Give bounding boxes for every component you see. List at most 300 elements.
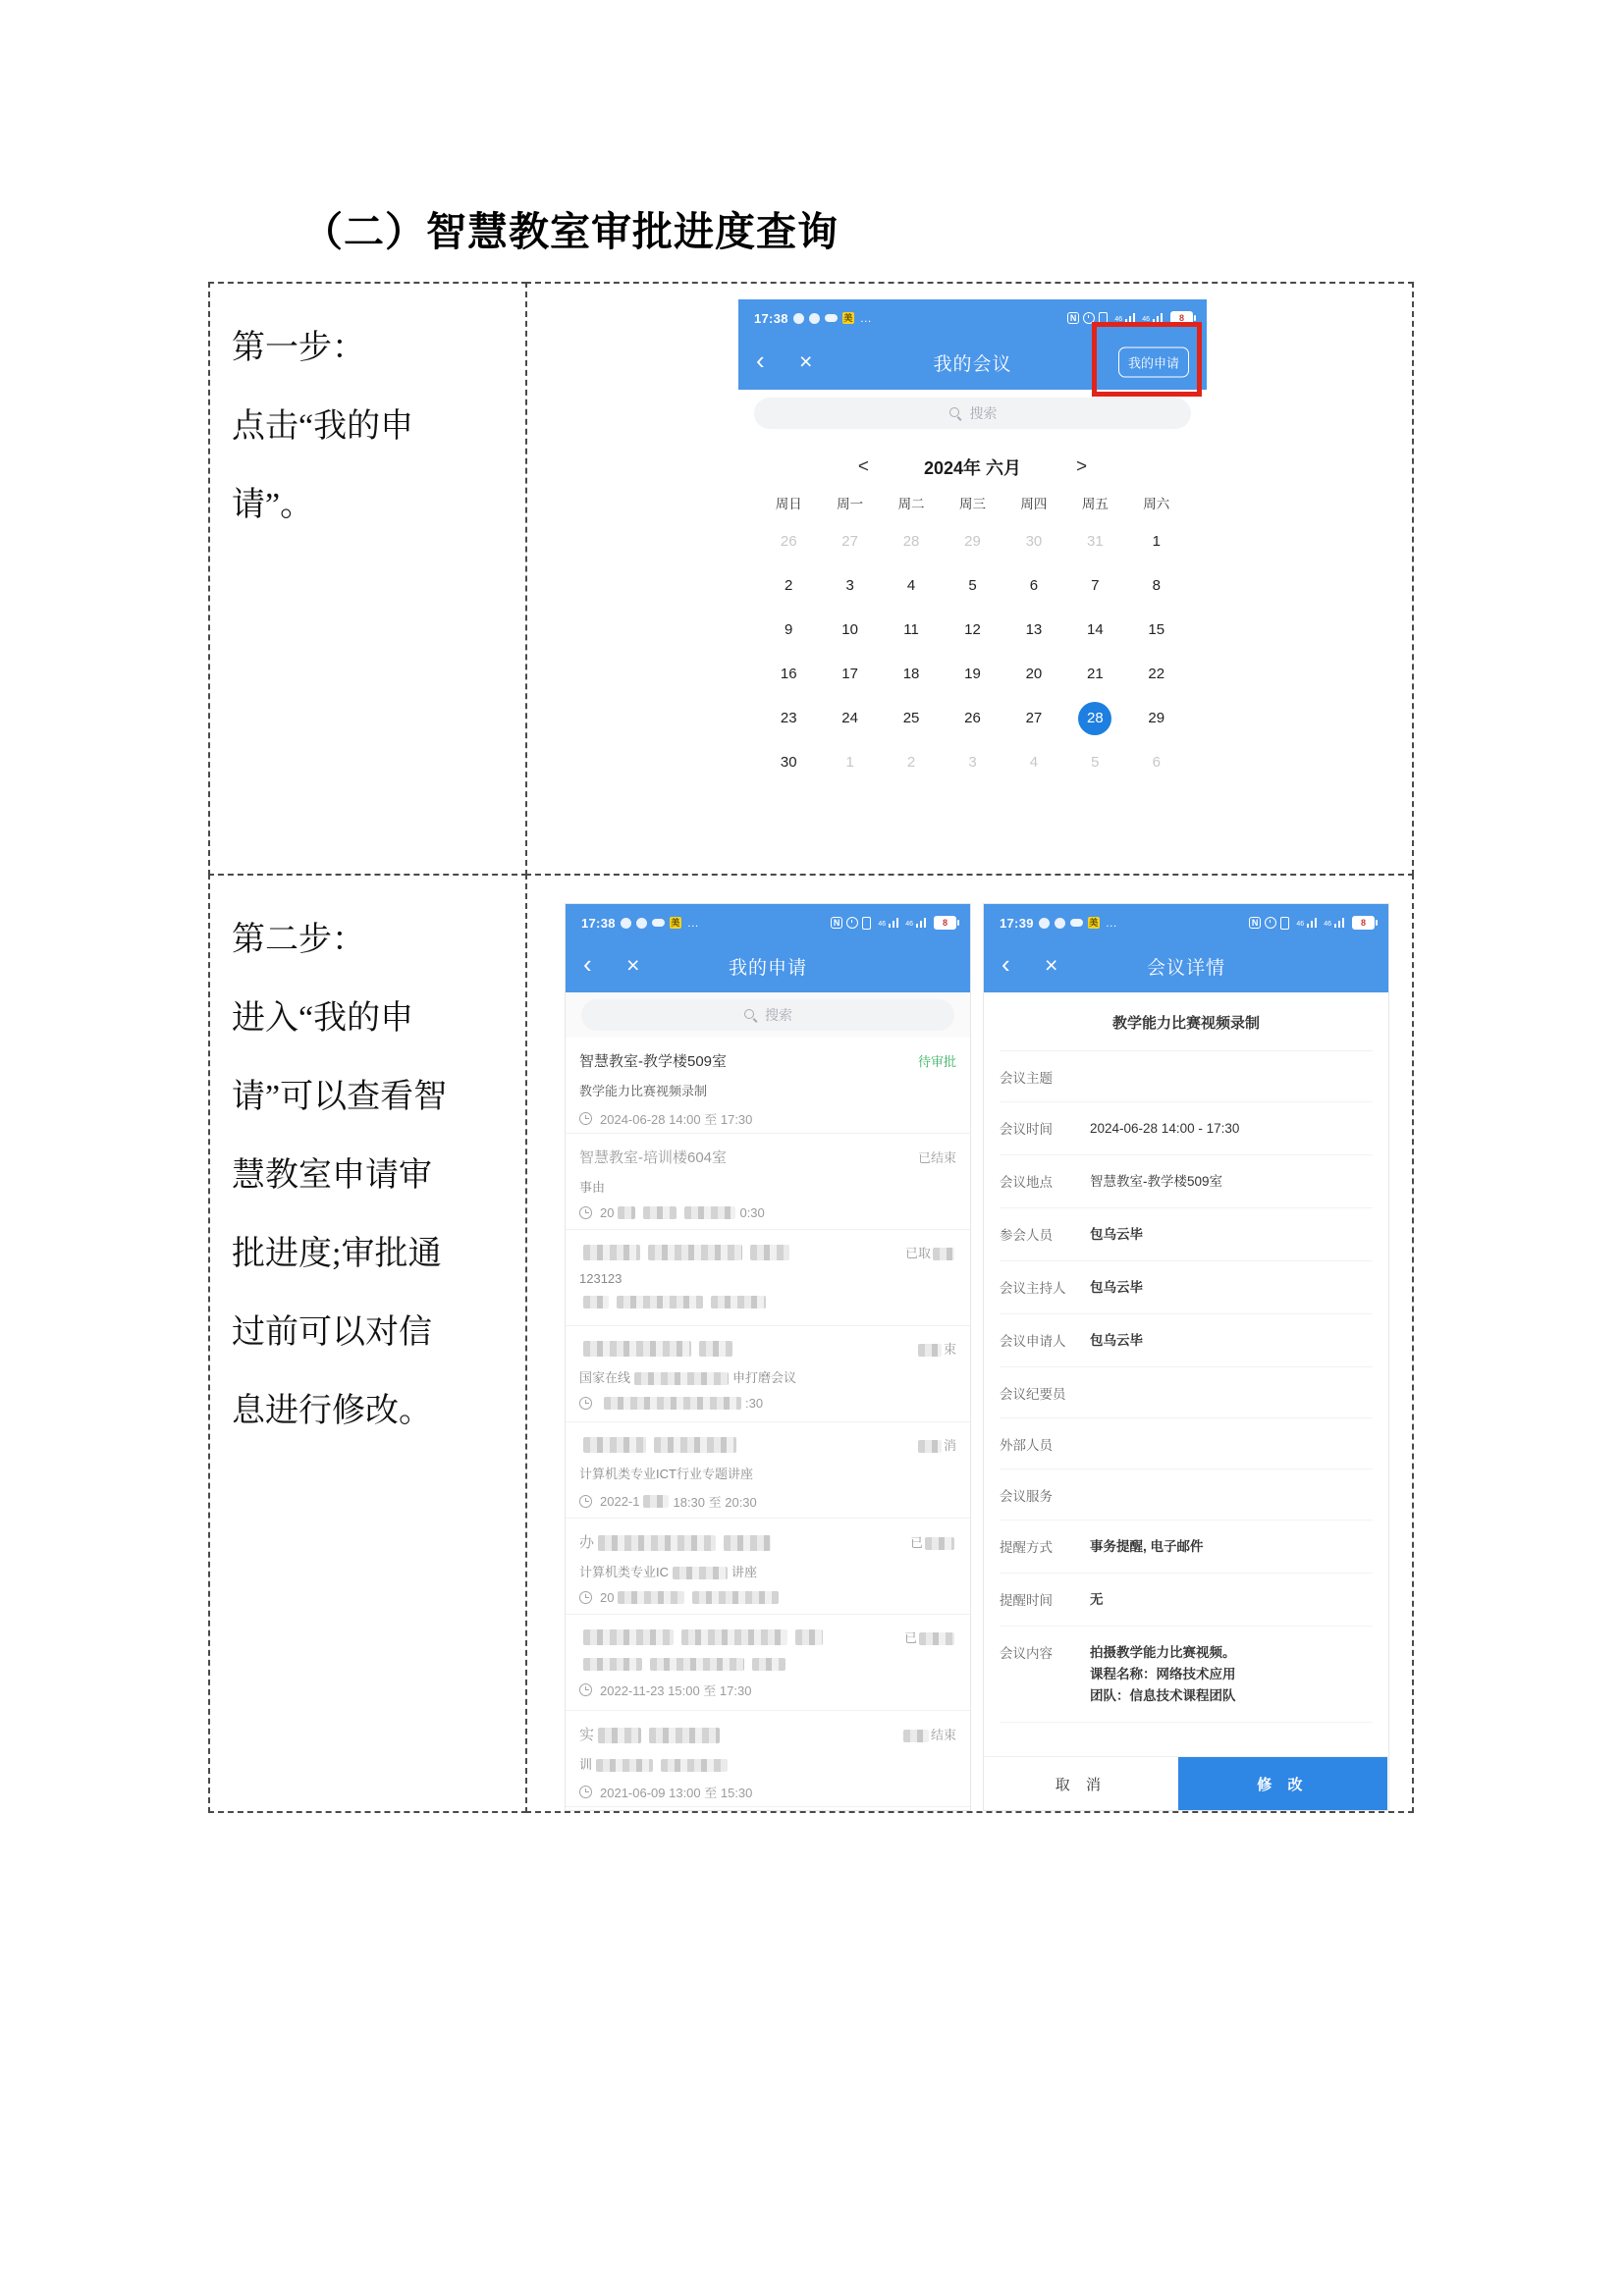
calendar-day[interactable]: 29 <box>964 532 981 550</box>
redacted-blur <box>649 1728 720 1743</box>
battery-icon <box>1352 916 1375 930</box>
field-label: 外部人员 <box>1000 1438 1053 1453</box>
text-segment: 束 <box>943 1342 956 1357</box>
text-segment: 办 <box>579 1534 595 1551</box>
item-subtitle <box>579 1271 956 1286</box>
search-pill[interactable] <box>581 999 954 1031</box>
calendar-day[interactable]: 30 <box>780 753 797 771</box>
text-segment: 计算机类专业ICT行业专题讲座 <box>579 1467 753 1481</box>
text-segment: 事由 <box>579 1180 606 1195</box>
app-icon-mei: 美 <box>843 313 853 323</box>
step-text-line: 慧教室申请审 <box>232 1157 432 1194</box>
redacted-blur <box>711 1296 766 1308</box>
item-status-badge <box>905 1243 956 1261</box>
text-segment: 已 <box>903 1630 917 1645</box>
item-time <box>579 1492 956 1511</box>
alarm-icon <box>846 917 858 929</box>
redacted-blur <box>583 1341 691 1357</box>
redacted-blur <box>692 1591 779 1604</box>
field-value-line: 事务提醒, 电子邮件 <box>1090 1539 1204 1554</box>
field-label: 提醒方式 <box>1000 1540 1053 1555</box>
signal-4g-icon: 46 <box>905 918 926 928</box>
redacted-blur <box>918 1440 942 1453</box>
field-value <box>1090 1224 1143 1246</box>
field-value <box>1090 1589 1104 1611</box>
weekday-label: 周二 <box>897 497 925 511</box>
field-label: 会议服务 <box>1000 1489 1053 1504</box>
nav-title: 我的会议 <box>933 353 1012 375</box>
field-label: 会议地点 <box>1000 1175 1053 1190</box>
app-icon <box>1039 918 1050 929</box>
search-placeholder: 搜索 <box>765 1007 792 1023</box>
step1-text <box>210 284 525 545</box>
weekday-label: 周五 <box>1081 497 1109 511</box>
close-icon[interactable]: × <box>1045 952 1058 979</box>
text-segment: 实 <box>579 1727 595 1743</box>
phone-screenshot-meeting-detail <box>983 903 1389 1811</box>
text-segment: 18:30 至 20:30 <box>673 1495 757 1510</box>
nav-title: 我的申请 <box>728 957 807 979</box>
calendar-day[interactable]: 12 <box>964 620 981 638</box>
calendar-day[interactable]: 31 <box>1087 532 1104 550</box>
field-value <box>1090 1330 1143 1352</box>
item-status-badge <box>904 1628 956 1646</box>
text-segment: 已 <box>909 1535 923 1550</box>
item-time <box>579 1783 956 1801</box>
redacted-blur <box>596 1759 653 1772</box>
calendar-weekday-row <box>758 486 1187 519</box>
calendar-day-selected[interactable]: 28 <box>1078 702 1111 735</box>
battery-level: 8 <box>1360 917 1366 928</box>
status-bar-right <box>1249 916 1375 930</box>
step-text-line: 请”可以查看智 <box>232 1079 448 1115</box>
redacted-blur <box>643 1206 677 1219</box>
signal-4g-icon: 46 <box>878 918 898 928</box>
calendar-day[interactable]: 16 <box>780 665 797 682</box>
field-value-line: 拍摄教学能力比赛视频。 <box>1090 1645 1236 1660</box>
redacted-blur <box>933 1248 954 1260</box>
item-title-row <box>579 1435 956 1454</box>
item-time <box>579 1681 956 1699</box>
signal-4g-icon: 46 <box>1296 918 1317 928</box>
item-title <box>579 1724 724 1744</box>
signal-4g-icon: 46 <box>1324 918 1344 928</box>
search-pill[interactable] <box>754 398 1191 429</box>
search-bar[interactable] <box>738 390 1207 437</box>
meeting-detail-heading: 教学能力比赛视频录制 <box>1000 992 1373 1051</box>
status-time: 17:38 <box>581 915 616 931</box>
redacted-blur <box>634 1372 729 1385</box>
application-list-item[interactable] <box>566 1326 970 1422</box>
phone-screenshot-my-meetings <box>738 299 1207 776</box>
field-value <box>1090 1536 1204 1558</box>
weekday-label: 周三 <box>958 497 986 511</box>
redacted-blur <box>795 1629 823 1645</box>
text-segment: 已结束 <box>917 1150 956 1165</box>
phone-screenshot-my-applications <box>565 903 971 1811</box>
step-text-line: 息进行修改。 <box>232 1393 432 1429</box>
search-icon <box>743 1008 758 1023</box>
app-icon-mei: 美 <box>1089 918 1099 928</box>
redacted-blur <box>699 1341 732 1357</box>
search-icon <box>948 406 963 421</box>
clock-icon <box>579 1397 592 1410</box>
item-time <box>579 1205 956 1220</box>
next-month-button[interactable]: > <box>1076 456 1088 477</box>
app-icon-mei: 美 <box>671 918 680 928</box>
field-label: 会议内容 <box>1000 1646 1053 1661</box>
field-value-line: 包乌云毕 <box>1090 1280 1143 1295</box>
redacted-blur <box>618 1206 635 1219</box>
detail-field-row <box>1000 1208 1373 1261</box>
text-segment: 2024-06-28 14:00 至 17:30 <box>600 1112 753 1127</box>
text-segment: 国家在线 <box>579 1370 631 1385</box>
field-value <box>1090 1118 1239 1140</box>
status-bar <box>566 904 970 939</box>
redacted-blur <box>618 1591 684 1604</box>
status-time: 17:38 <box>754 310 788 326</box>
my-applications-button[interactable]: 我的申请 <box>1118 347 1189 378</box>
field-label: 会议申请人 <box>1000 1334 1066 1349</box>
field-value-line: 无 <box>1090 1592 1104 1607</box>
battery-level: 8 <box>1178 312 1184 323</box>
vibrate-icon <box>862 917 871 930</box>
calendar-day[interactable]: 28 <box>902 532 920 550</box>
more-icon: … <box>859 311 873 325</box>
item-title <box>579 1147 727 1167</box>
text-segment: :30 <box>745 1396 764 1411</box>
clock-icon <box>579 1495 592 1508</box>
weekday-label: 周一 <box>837 497 864 511</box>
calendar-day[interactable]: 11 <box>903 620 919 638</box>
nav-title: 会议详情 <box>1146 957 1225 979</box>
nfc-icon: N <box>1067 312 1080 324</box>
item-subtitle <box>579 1754 956 1773</box>
meeting-detail-fields <box>984 1051 1388 1723</box>
status-bar-right <box>831 916 956 930</box>
text-segment: 计算机类专业IC <box>579 1565 670 1579</box>
calendar-day[interactable]: 24 <box>841 709 858 726</box>
field-value-line: 课程名称：网络技术应用 <box>1090 1667 1236 1682</box>
redacted-blur <box>643 1495 669 1508</box>
text-segment: 智慧教室-培训楼604室 <box>579 1149 728 1166</box>
search-bar[interactable] <box>566 992 970 1038</box>
item-title <box>579 1340 736 1357</box>
item-status-badge <box>916 1435 956 1454</box>
item-title <box>579 1629 827 1645</box>
step-text-line: 进入“我的申 <box>232 1000 414 1037</box>
application-list-item[interactable] <box>566 1422 970 1519</box>
item-subtitle <box>579 1562 956 1580</box>
item-time <box>579 1109 956 1128</box>
more-icon: … <box>686 916 700 930</box>
calendar-day[interactable]: 5 <box>1091 753 1100 771</box>
item-title <box>579 1531 775 1552</box>
field-value <box>1090 1642 1236 1707</box>
text-segment: 123123 <box>579 1271 623 1286</box>
back-icon[interactable]: ‹ <box>756 345 765 375</box>
redacted-blur <box>673 1567 728 1579</box>
item-title <box>579 1436 740 1453</box>
status-bar-left <box>754 311 873 326</box>
detail-field-row <box>1000 1155 1373 1208</box>
redacted-blur <box>617 1296 703 1308</box>
item-title <box>579 1050 727 1071</box>
app-icon <box>809 313 820 324</box>
status-time: 17:39 <box>1000 915 1034 931</box>
redacted-blur <box>918 1344 942 1357</box>
item-title-row <box>579 1050 956 1071</box>
redacted-blur <box>648 1245 742 1260</box>
calendar-day[interactable]: 13 <box>1025 620 1043 638</box>
calendar-day[interactable]: 8 <box>1152 576 1161 594</box>
step-text-line: 第二步： <box>232 922 365 958</box>
calendar-day[interactable]: 6 <box>1152 753 1161 771</box>
signal-4g-icon: 46 <box>1114 313 1135 323</box>
battery-level: 8 <box>942 917 947 928</box>
calendar-day[interactable]: 27 <box>841 532 858 550</box>
redacted-blur <box>583 1245 640 1260</box>
text-segment: 训 <box>579 1757 593 1772</box>
application-list-item[interactable] <box>566 1711 970 1807</box>
prev-month-button[interactable]: < <box>857 456 869 477</box>
calendar-day[interactable]: 4 <box>1029 753 1039 771</box>
application-list-item[interactable] <box>566 1519 970 1615</box>
redacted-blur <box>583 1296 609 1308</box>
calendar-day[interactable]: 21 <box>1087 665 1104 682</box>
item-subtitle <box>579 1464 956 1482</box>
step-text-line: 点击“我的申 <box>232 408 414 445</box>
calendar-day[interactable]: 9 <box>785 620 793 638</box>
item-subtitle <box>579 1656 956 1671</box>
calendar-day[interactable]: 25 <box>902 709 920 726</box>
calendar-header <box>758 451 1187 484</box>
application-list-item[interactable] <box>566 1230 970 1326</box>
text-segment: 已取 <box>904 1246 931 1260</box>
text-segment: 2022-1 <box>600 1494 640 1509</box>
calendar-day[interactable]: 10 <box>841 620 858 638</box>
calendar-day[interactable]: 2 <box>906 753 916 771</box>
field-value <box>1090 1277 1143 1299</box>
step1-text-cell <box>208 282 527 876</box>
calendar-day[interactable]: 26 <box>780 532 797 550</box>
text-segment: 0:30 <box>739 1205 765 1220</box>
redacted-blur <box>681 1629 787 1645</box>
detail-field-row <box>1000 1051 1373 1102</box>
item-title-row <box>579 1147 956 1167</box>
calendar-date-grid <box>758 519 1187 776</box>
calendar-day[interactable]: 1 <box>845 753 854 771</box>
item-time <box>579 1296 956 1308</box>
calendar-day[interactable]: 20 <box>1025 665 1043 682</box>
step-text-line: 过前可以对信 <box>232 1314 432 1351</box>
text-segment: 消 <box>943 1438 956 1453</box>
calendar-day[interactable]: 4 <box>906 576 916 594</box>
redacted-blur <box>661 1759 728 1772</box>
calendar-day[interactable]: 18 <box>902 665 920 682</box>
detail-field-row <box>1000 1469 1373 1521</box>
detail-field-row <box>1000 1102 1373 1155</box>
close-icon[interactable]: × <box>799 348 813 375</box>
text-segment: 教学能力比赛视频录制 <box>579 1084 708 1098</box>
clock-icon <box>579 1112 592 1125</box>
application-list-item[interactable] <box>566 1615 970 1711</box>
redacted-blur <box>919 1632 954 1645</box>
weekday-label: 周六 <box>1143 497 1170 511</box>
item-title-row <box>579 1724 956 1744</box>
battery-icon <box>934 916 956 930</box>
item-title-row <box>579 1628 956 1646</box>
nav-bar <box>984 939 1388 992</box>
field-label: 提醒时间 <box>1000 1593 1053 1608</box>
redacted-blur <box>654 1437 736 1453</box>
item-status-badge <box>916 1339 956 1358</box>
calendar-day[interactable]: 19 <box>964 665 981 682</box>
item-subtitle <box>579 1367 956 1386</box>
clock-icon <box>579 1206 592 1219</box>
step-text-line: 批进度;审批通 <box>232 1236 442 1272</box>
field-label: 会议时间 <box>1000 1122 1053 1137</box>
calendar-day[interactable]: 7 <box>1091 576 1100 594</box>
text-segment: 20 <box>600 1205 615 1220</box>
redacted-blur <box>583 1629 674 1645</box>
close-icon[interactable]: × <box>626 952 640 979</box>
weekday-label: 周日 <box>775 497 802 511</box>
clock-icon <box>579 1591 592 1604</box>
text-segment: 讲座 <box>731 1565 758 1579</box>
clock-icon <box>579 1683 592 1696</box>
item-title-row <box>579 1531 956 1552</box>
field-label: 会议主题 <box>1000 1071 1053 1086</box>
status-bar-left <box>581 916 700 931</box>
item-status-badge <box>910 1532 956 1551</box>
calendar-day[interactable]: 22 <box>1148 665 1165 682</box>
redacted-blur <box>598 1535 716 1551</box>
calendar-day[interactable]: 2 <box>785 576 793 594</box>
redacted-blur <box>583 1437 646 1453</box>
calendar-day[interactable]: 23 <box>780 709 797 726</box>
detail-field-row <box>1000 1314 1373 1367</box>
app-icon <box>1055 918 1065 929</box>
calendar-day[interactable]: 5 <box>968 576 977 594</box>
field-value-line: 团队：信息技术课程团队 <box>1090 1688 1236 1703</box>
application-list-item[interactable] <box>566 1038 970 1134</box>
search-placeholder: 搜索 <box>969 405 998 421</box>
detail-field-row <box>1000 1261 1373 1314</box>
nfc-icon: N <box>1249 917 1262 929</box>
redacted-blur <box>583 1658 642 1671</box>
detail-field-row <box>1000 1574 1373 1627</box>
app-icon <box>636 918 647 929</box>
item-subtitle <box>579 1177 956 1196</box>
text-segment: 待审批 <box>917 1054 956 1069</box>
step2-text <box>210 876 525 1451</box>
field-value-line: 包乌云毕 <box>1090 1333 1143 1348</box>
item-title-row <box>579 1339 956 1358</box>
nfc-icon: N <box>831 917 843 929</box>
redacted-blur <box>684 1206 735 1219</box>
calendar-day[interactable]: 3 <box>845 576 854 594</box>
calendar-day[interactable]: 6 <box>1029 576 1039 594</box>
redacted-blur <box>903 1730 929 1742</box>
text-segment: 2022-11-23 15:00 至 17:30 <box>600 1683 752 1699</box>
calendar-day[interactable]: 26 <box>964 709 981 726</box>
cloud-icon <box>652 919 665 927</box>
back-icon[interactable]: ‹ <box>1001 948 1010 979</box>
item-title <box>579 1244 793 1260</box>
calendar-day[interactable]: 14 <box>1087 620 1104 638</box>
calendar-day[interactable]: 1 <box>1152 532 1161 550</box>
modify-button[interactable]: 修 改 <box>1178 1757 1387 1810</box>
page-title: （二）智慧教室审批进度查询 <box>302 209 839 254</box>
item-status-badge <box>918 1051 956 1070</box>
cloud-icon <box>1070 919 1083 927</box>
detail-field-row <box>1000 1418 1373 1469</box>
step2-text-cell <box>208 874 527 1813</box>
item-time <box>579 1590 956 1605</box>
calendar-day[interactable]: 27 <box>1025 709 1043 726</box>
alarm-icon <box>1265 917 1276 929</box>
field-value-line: 智慧教室-教学楼509室 <box>1090 1174 1223 1189</box>
item-time <box>579 1396 956 1411</box>
clock-icon <box>579 1786 592 1798</box>
detail-field-row <box>1000 1627 1373 1723</box>
calendar-day[interactable]: 3 <box>968 753 977 771</box>
field-value-line: 2024-06-28 14:00 - 17:30 <box>1090 1121 1240 1136</box>
field-label: 会议主持人 <box>1000 1281 1066 1296</box>
calendar-day[interactable]: 17 <box>841 665 858 682</box>
calendar <box>738 437 1207 776</box>
field-label: 参会人员 <box>1000 1228 1053 1243</box>
redacted-blur <box>724 1535 771 1551</box>
detail-field-row <box>1000 1521 1373 1574</box>
text-segment: 20 <box>600 1590 615 1605</box>
text-segment: 2021-06-09 13:00 至 15:30 <box>600 1786 753 1800</box>
text-segment: 结束 <box>930 1728 956 1742</box>
signal-4g-icon: 46 <box>1142 313 1163 323</box>
field-value-line: 包乌云毕 <box>1090 1227 1143 1242</box>
redacted-blur <box>925 1537 954 1550</box>
application-list-item[interactable] <box>566 1134 970 1230</box>
app-icon <box>621 918 631 929</box>
calendar-day[interactable]: 29 <box>1148 709 1165 726</box>
detail-action-buttons <box>984 1756 1388 1810</box>
step-text-line: 第一步： <box>232 330 365 366</box>
detail-field-row <box>1000 1367 1373 1418</box>
item-title-row <box>579 1243 956 1261</box>
cancel-button[interactable]: 取 消 <box>984 1757 1178 1810</box>
calendar-day[interactable]: 15 <box>1148 620 1165 638</box>
app-icon <box>793 313 804 324</box>
item-status-badge <box>901 1725 956 1743</box>
status-bar-left <box>1000 916 1118 931</box>
item-status-badge <box>918 1148 956 1166</box>
cloud-icon <box>825 314 838 322</box>
calendar-month-title: 2024年 六月 <box>923 458 1022 478</box>
step-text-line: 请”。 <box>232 487 314 523</box>
calendar-day[interactable]: 30 <box>1025 532 1043 550</box>
redacted-blur <box>598 1728 641 1743</box>
redacted-blur <box>752 1658 785 1671</box>
nav-bar <box>566 939 970 992</box>
item-subtitle <box>579 1081 956 1099</box>
field-value <box>1090 1171 1222 1193</box>
redacted-blur <box>650 1658 744 1671</box>
status-bar <box>984 904 1388 939</box>
highlight-box <box>1092 322 1202 397</box>
more-icon: … <box>1105 916 1118 930</box>
back-icon[interactable]: ‹ <box>583 948 592 979</box>
